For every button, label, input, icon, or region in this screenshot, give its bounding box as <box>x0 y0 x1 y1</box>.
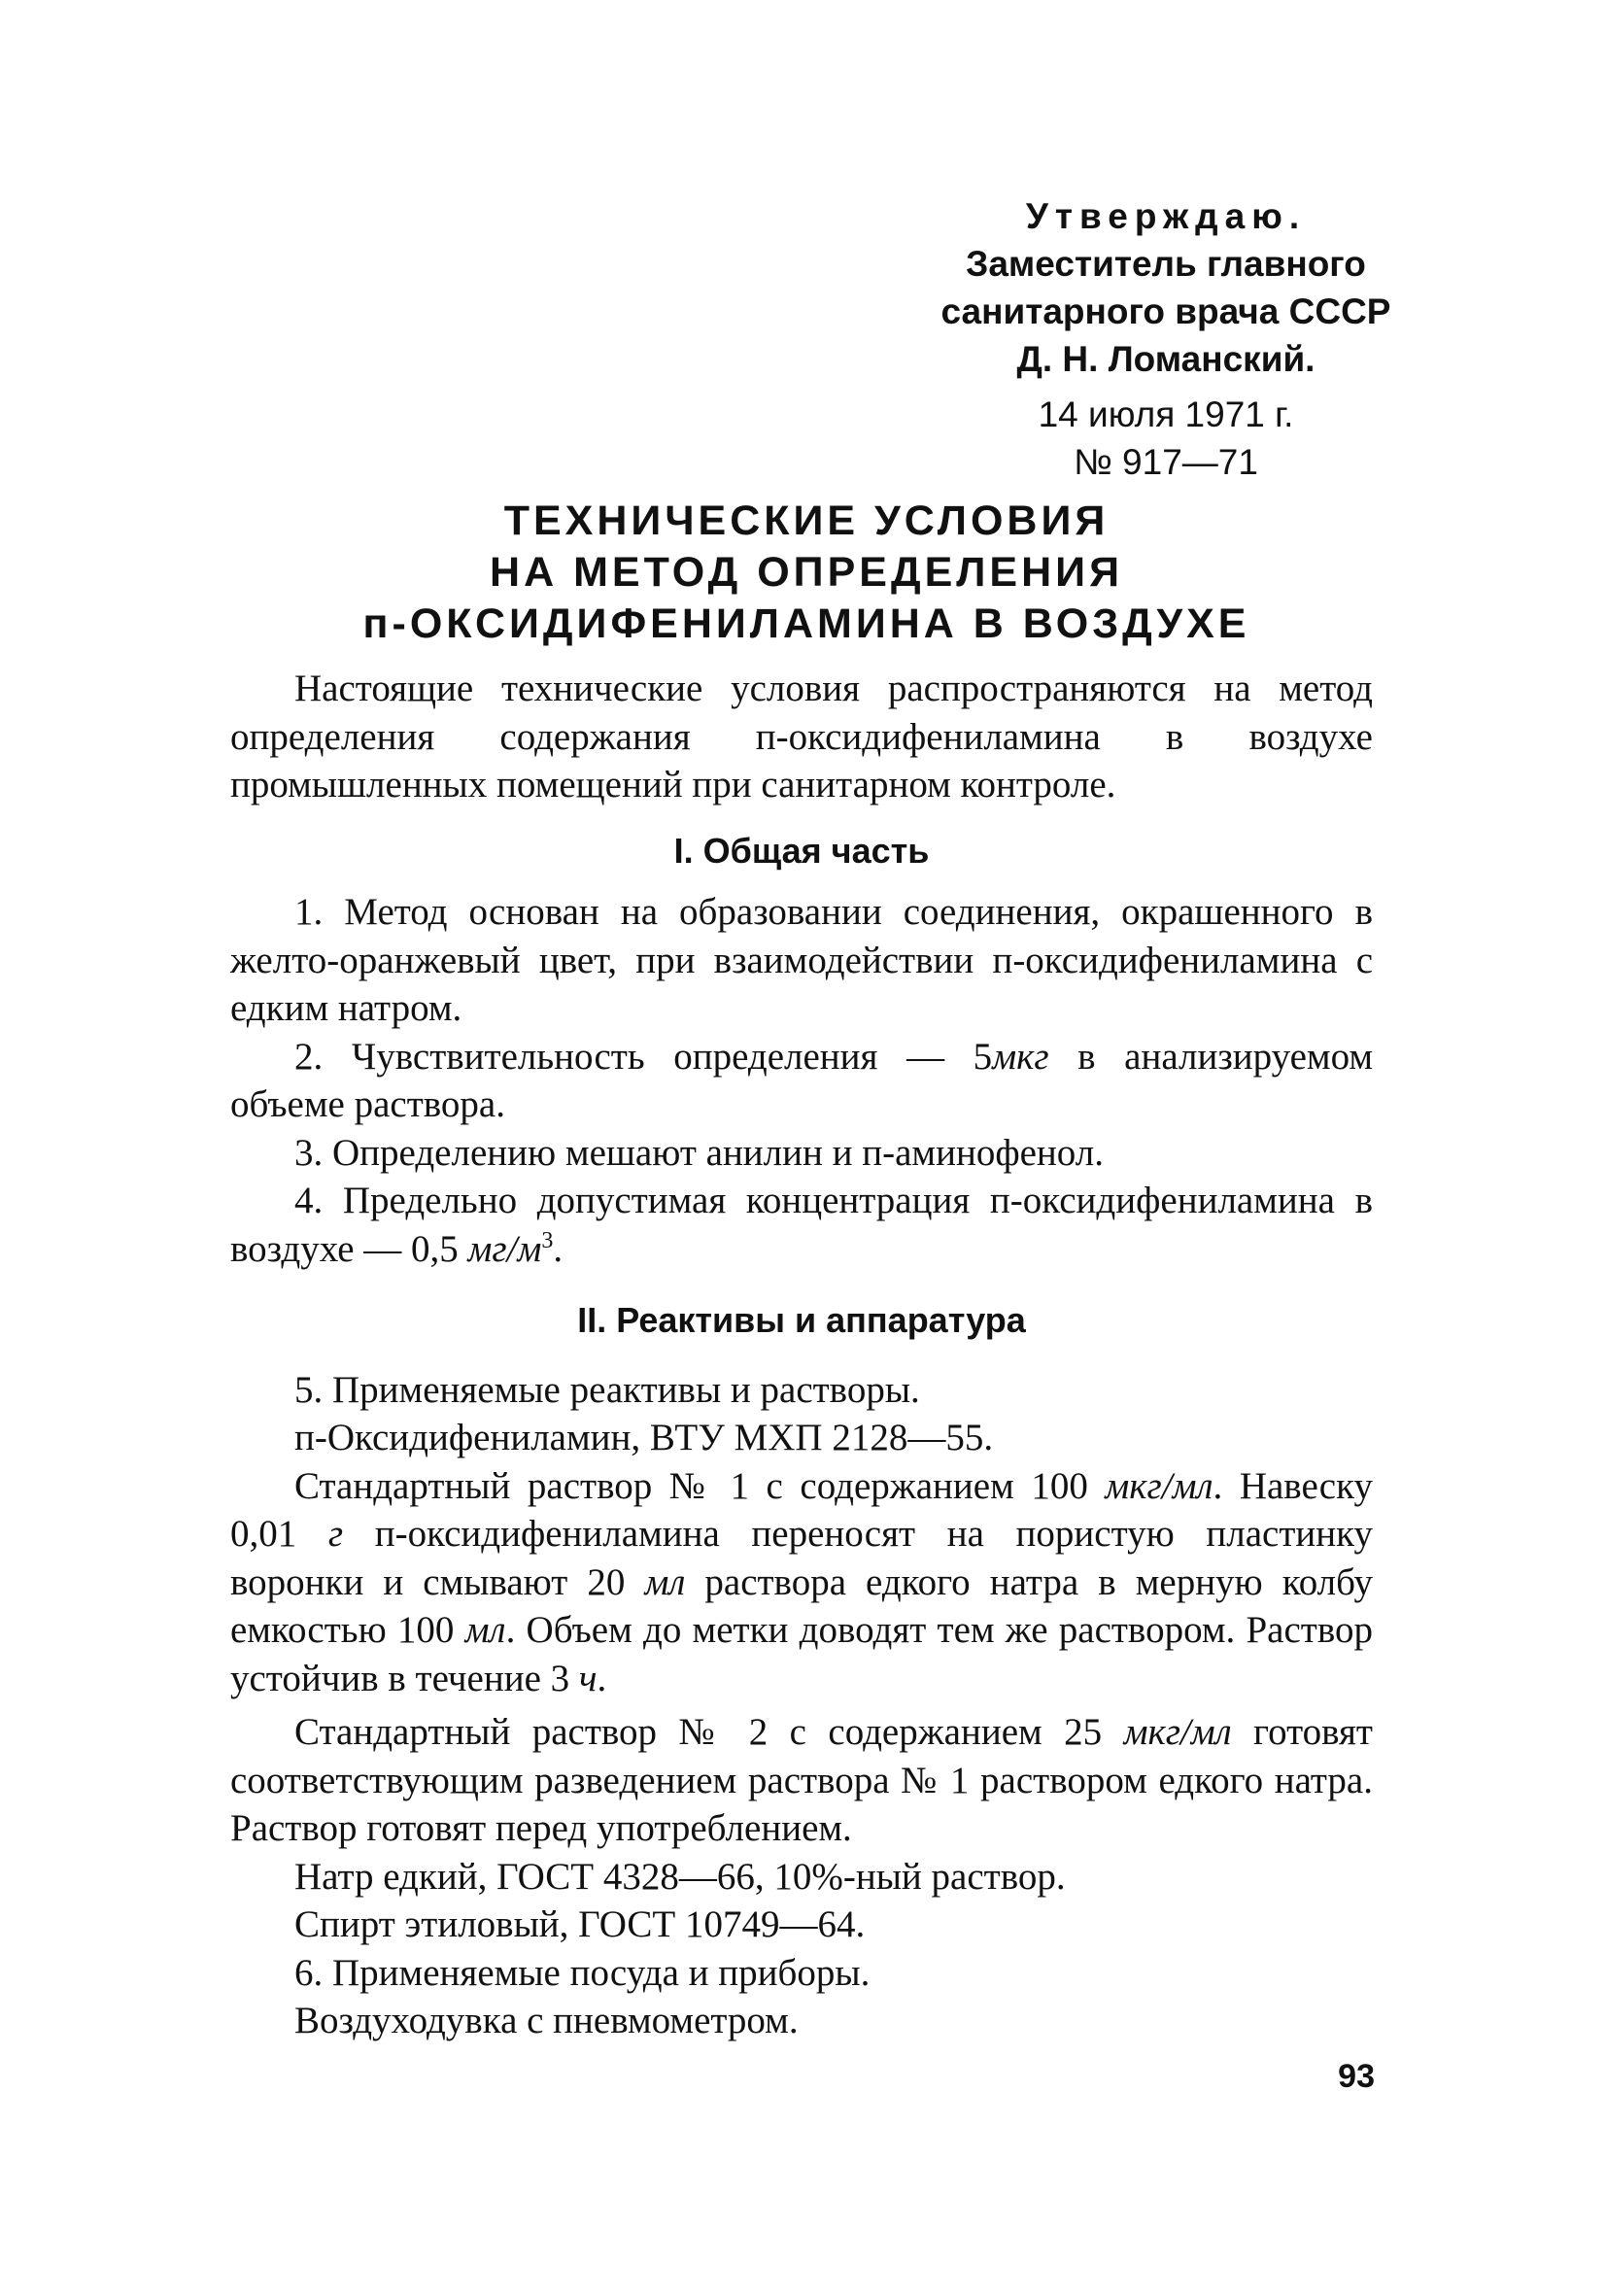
clause-4 <box>230 1177 1373 1273</box>
unit-mkg-ml: мкг/мл <box>1123 1711 1232 1753</box>
std1-text-e: . Объем до метки доводят тем же раствором. Раствор устойчив в течение 3 <box>230 1609 1373 1699</box>
clause-1: 1. Метод основан на образовании соединения, окрашенного в желто-оранжевый цвет, при взаимодействии п-оксидифениламина с едким натром. <box>230 891 1373 1029</box>
std1-text-b: . Навеску 0,01 <box>230 1464 1373 1555</box>
document-body <box>230 665 1373 2045</box>
clause-5: 5. Применяемые реактивы и растворы. <box>294 1368 920 1411</box>
unit-g: г <box>327 1513 344 1555</box>
clause-2 <box>230 1033 1373 1129</box>
clause-3: 3. Определению мешают анилин и п-аминофенол. <box>294 1131 1104 1174</box>
std1-text-a: Стандартный раствор № 1 с содержанием 100 <box>294 1464 1106 1507</box>
approval-number: № 917—71 <box>1074 442 1258 482</box>
std1-text-c: п-оксидифениламина переносят на пористую пластинку воронки и смывают 20 <box>230 1513 1374 1603</box>
clause-4-text: 4. Предельно допустимая концентрация п-оксидифениламина в воздухе — 0,5 <box>230 1180 1373 1270</box>
reagent-sodium-hydroxide: Натр едкий, ГОСТ 4328—66, 10%-ный раствор. <box>294 1855 1066 1898</box>
equipment-air-blower: Воздуходувка с пневмометром. <box>294 2000 799 2041</box>
reagent-ethyl-alcohol: Спирт этиловый, ГОСТ 10749—64. <box>294 1903 866 1945</box>
approval-heading: Утверждаю. <box>1025 196 1307 236</box>
reagent-oxydiphenylamine: п-Оксидифениламин, ВТУ МХП 2128—55. <box>294 1417 994 1458</box>
unit-ml: мл <box>644 1560 686 1603</box>
clause-4-text-end: . <box>553 1227 564 1270</box>
approval-block <box>913 192 1418 486</box>
unit-mg-m3: мг/м <box>467 1227 542 1270</box>
approver-position-line2: санитарного врача СССР <box>940 291 1391 331</box>
std1-text-d: раствора едкого натра в мерную колбу емкостью 100 <box>230 1560 1374 1651</box>
title-line-2: НА МЕТОД ОПРЕДЕЛЕНИЯ <box>490 549 1123 596</box>
std2-text-b: готовят соответствующим разведением раствора № 1 раствором едкого натра. Раствор готовят перед употреблением. <box>230 1711 1373 1849</box>
title-line-1: ТЕХНИЧЕСКИЕ УСЛОВИЯ <box>503 497 1110 544</box>
section-2-heading: II. Реактивы и аппаратура <box>577 1300 1026 1340</box>
unit-superscript: 3 <box>541 1227 554 1253</box>
clause-2-text-end: в анализируемом объеме раствора. <box>230 1035 1374 1125</box>
approver-position-line1: Заместитель главного <box>966 244 1366 284</box>
document-title <box>223 496 1389 650</box>
standard-solution-2 <box>230 1708 1373 1853</box>
unit-ml: мл <box>464 1609 506 1651</box>
std2-text-a: Стандартный раствор № 2 с содержанием 25 <box>294 1711 1124 1753</box>
unit-mkg-ml: мкг/мл <box>1105 1464 1213 1507</box>
std1-text-f: . <box>597 1657 607 1699</box>
unit-mkg: мкг <box>992 1035 1049 1078</box>
approval-date: 14 июля 1971 г. <box>1038 394 1294 434</box>
standard-solution-1 <box>230 1462 1373 1703</box>
intro-paragraph: Настоящие технические условия распространяются на метод определения содержания п-оксидифениламина в воздухе промышленных помещений при санитарном контроле. <box>230 668 1373 805</box>
clause-2-text: 2. Чувствительность определения — 5 <box>294 1035 993 1078</box>
unit-h: ч <box>578 1657 598 1699</box>
title-line-3: п-ОКСИДИФЕНИЛАМИНА В ВОЗДУХЕ <box>362 600 1250 647</box>
approver-name: Д. Н. Ломанский. <box>1016 339 1316 379</box>
clause-6: 6. Применяемые посуда и приборы. <box>294 1951 871 1994</box>
section-1-heading: I. Общая часть <box>673 830 930 871</box>
page-number: 93 <box>1338 2058 1375 2095</box>
